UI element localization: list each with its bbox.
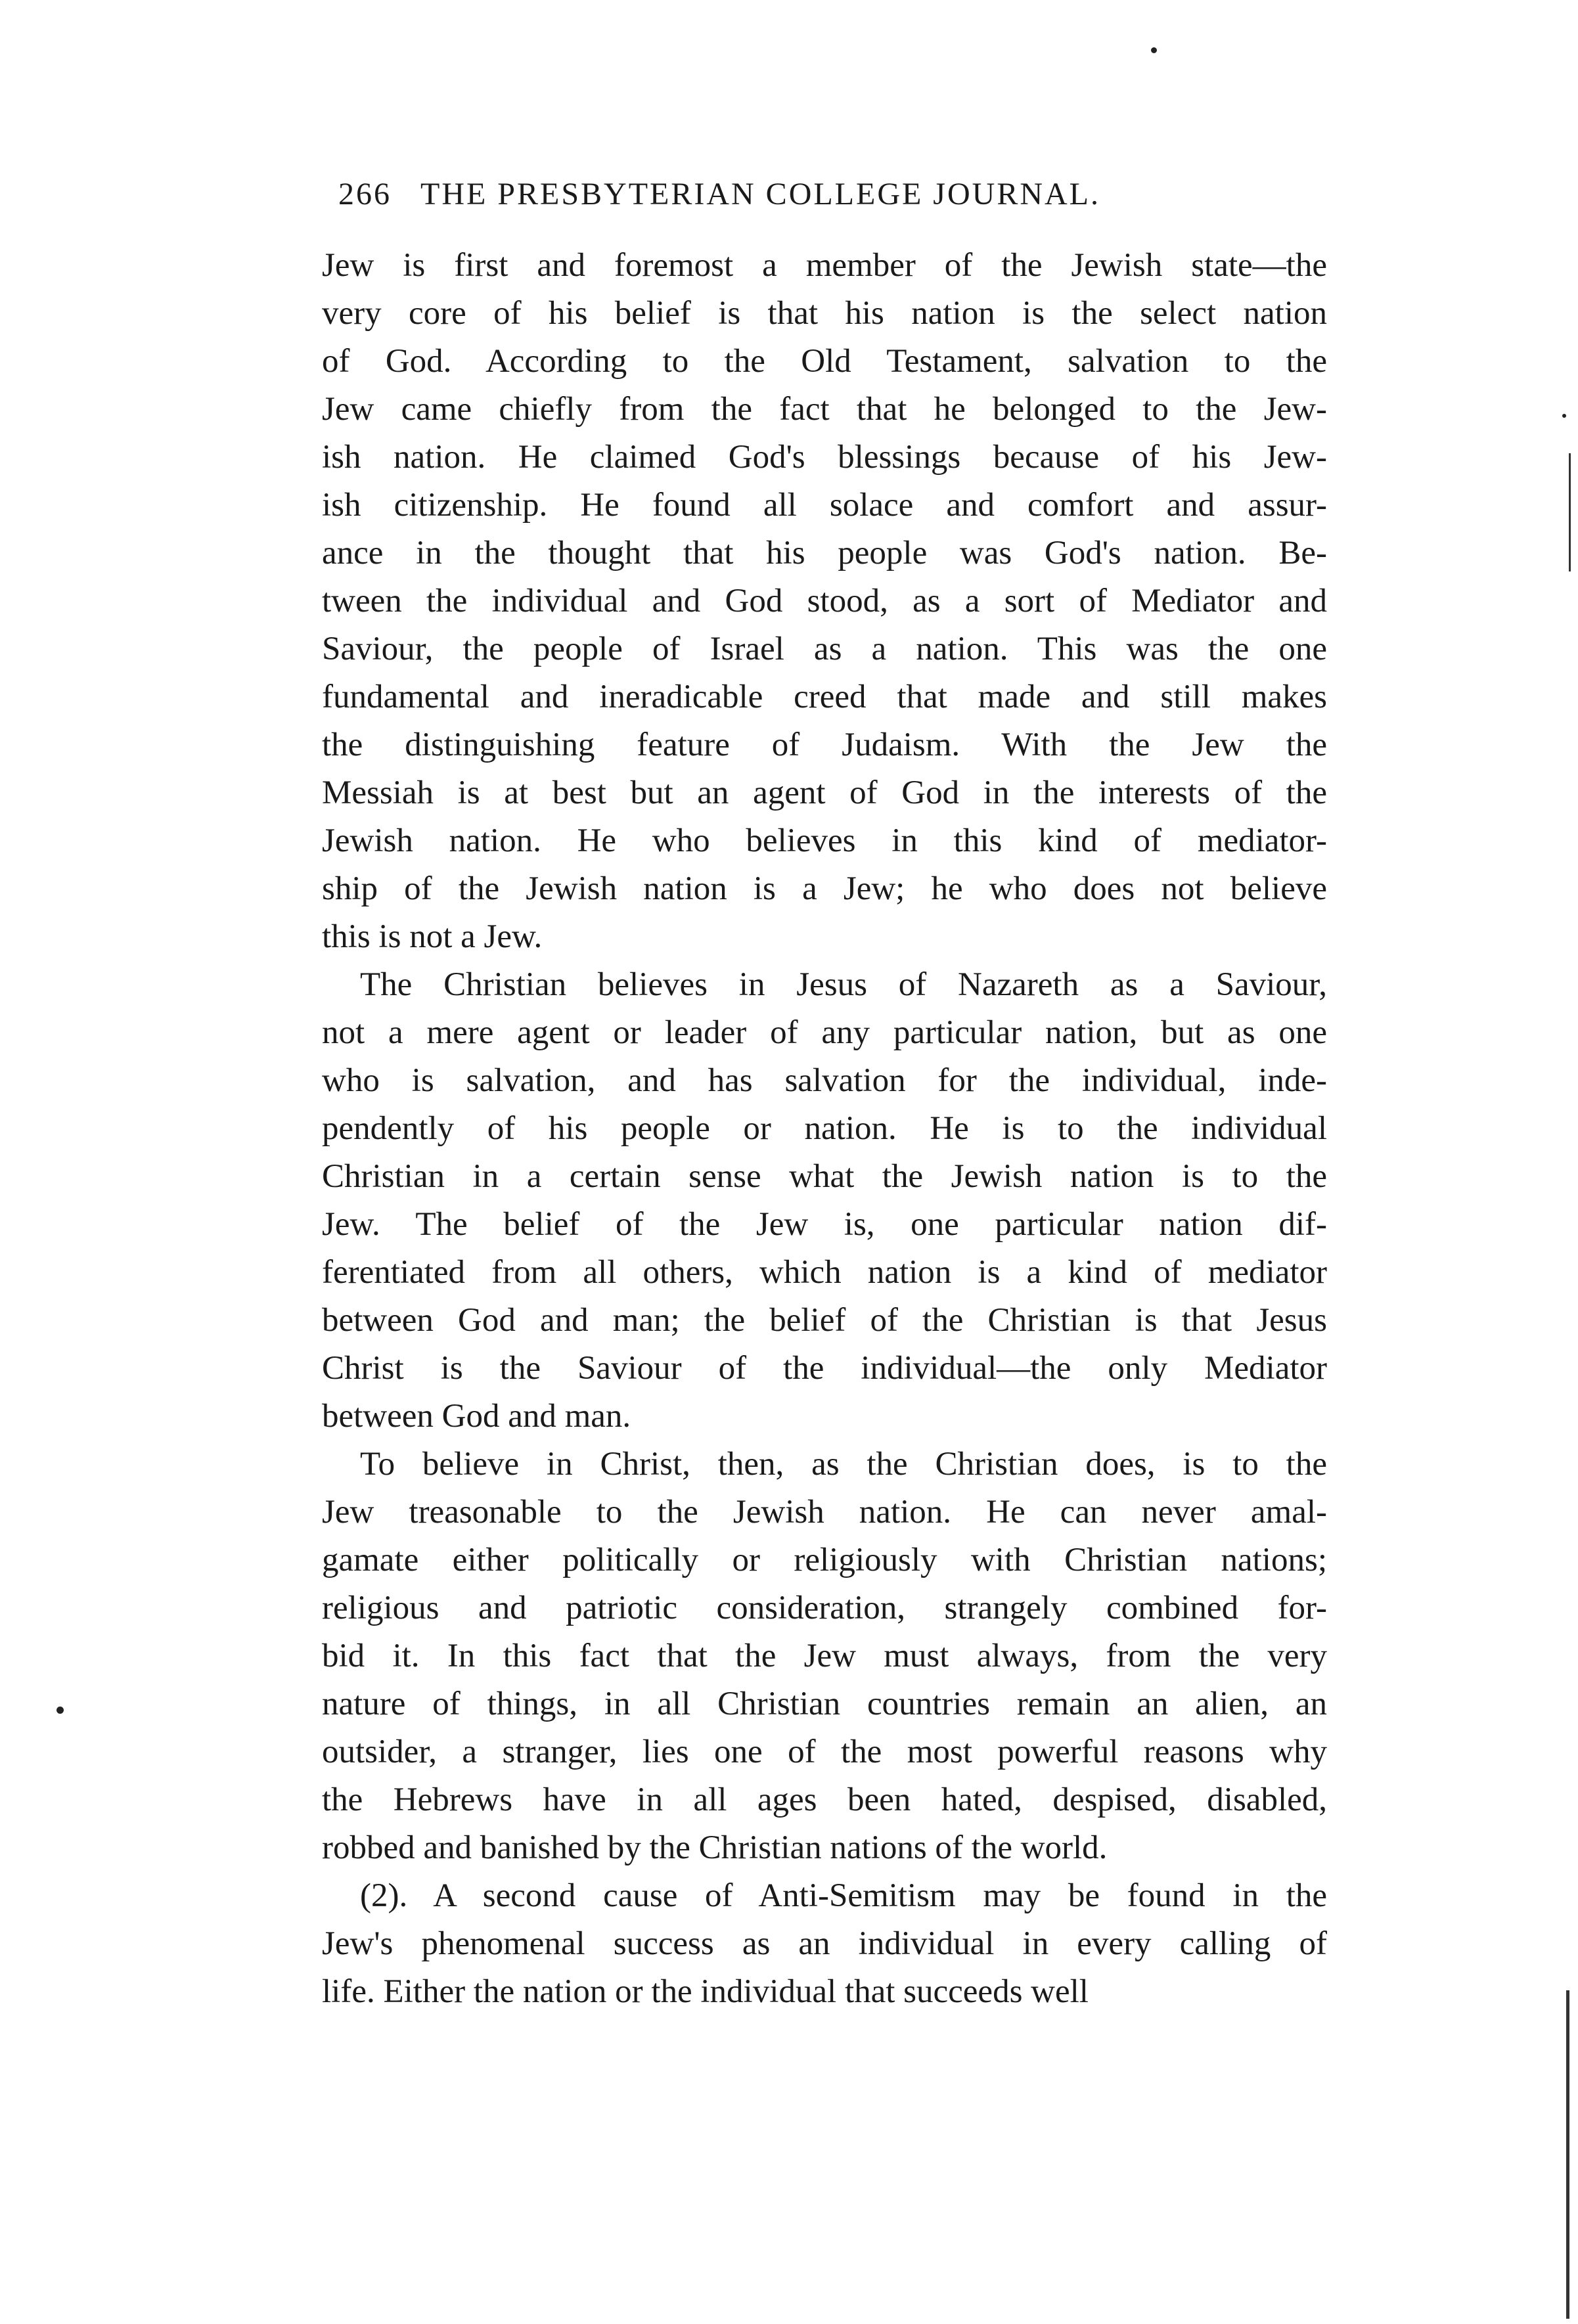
text-line: Jew. The belief of the Jew is, one particular nation dif- (322, 1206, 1327, 1243)
page-number: 266 (338, 177, 392, 212)
text-line: life. Either the nation or the individual that succeeds well (322, 1973, 1089, 2010)
scan-speck-right (1562, 414, 1566, 418)
text-line: robbed and banished by the Christian nations of the world. (322, 1829, 1108, 1866)
text-line: Christian in a certain sense what the Jewish nation is to the (322, 1158, 1327, 1195)
scan-speck-left (56, 1707, 64, 1714)
text-line: Messiah is at best but an agent of God in the interests of the (322, 774, 1327, 811)
paragraph (322, 961, 1327, 1441)
text-line: this is not a Jew. (322, 918, 543, 955)
text-line: the Hebrews have in all ages been hated, despised, disabled, (322, 1781, 1327, 1818)
text-line: ish citizenship. He found all solace and comfort and assur- (322, 487, 1327, 524)
text-line: Jew's phenomenal success as an individual in every calling of (322, 1925, 1327, 1962)
text-line: tween the individual and God stood, as a sort of Mediator and (322, 583, 1327, 619)
text-line: not a mere agent or leader of any particular nation, but as one (322, 1014, 1327, 1051)
text-line: ish nation. He claimed God's blessings because of his Jew- (322, 439, 1327, 476)
paragraph (322, 1441, 1327, 1872)
scan-edge-mark-upper (1569, 453, 1571, 571)
text-line: the distinguishing feature of Judaism. With the Jew the (322, 726, 1327, 763)
text-line: Christ is the Saviour of the individual—the only Mediator (322, 1350, 1327, 1387)
text-line: Jewish nation. He who believes in this kind of mediator- (322, 822, 1327, 859)
text-line: Jew is first and foremost a member of the Jewish state—the (322, 247, 1327, 284)
text-line: pendently of his people or nation. He is to the individual (322, 1110, 1327, 1147)
text-line: The Christian believes in Jesus of Nazareth as a Saviour, (360, 966, 1327, 1003)
text-line: between God and man. (322, 1398, 631, 1435)
text-line: who is salvation, and has salvation for the individual, inde- (322, 1062, 1327, 1099)
text-line: ferentiated from all others, which nation is a kind of mediator (322, 1254, 1327, 1291)
paragraph (322, 242, 1327, 961)
scan-edge-mark-lower (1566, 1990, 1569, 2319)
text-line: To believe in Christ, then, as the Christian does, is to the (360, 1446, 1327, 1483)
text-line: fundamental and ineradicable creed that made and still makes (322, 679, 1327, 715)
text-line: ship of the Jewish nation is a Jew; he who does not believe (322, 870, 1327, 907)
text-line: Jew came chiefly from the fact that he belonged to the Jew- (322, 391, 1327, 428)
text-line: nature of things, in all Christian countries remain an alien, an (322, 1686, 1327, 1722)
text-line: between God and man; the belief of the Christian is that Jesus (322, 1302, 1327, 1339)
text-line: (2). A second cause of Anti-Semitism may be found in the (360, 1877, 1327, 1914)
paragraph (322, 1872, 1327, 2016)
text-line: religious and patriotic consideration, strangely combined for- (322, 1590, 1327, 1626)
text-line: very core of his belief is that his nation is the select nation (322, 295, 1327, 332)
text-line: Saviour, the people of Israel as a nation. This was the one (322, 631, 1327, 667)
text-line: Jew treasonable to the Jewish nation. He can never amal- (322, 1494, 1327, 1531)
text-line: gamate either politically or religiously with Christian nations; (322, 1542, 1327, 1578)
body-text (322, 242, 1327, 2016)
running-header (338, 176, 1324, 222)
text-line: bid it. In this fact that the Jew must always, from the very (322, 1638, 1327, 1674)
text-line: outsider, a stranger, lies one of the most powerful reasons why (322, 1733, 1327, 1770)
text-line: of God. According to the Old Testament, salvation to the (322, 343, 1327, 380)
journal-title: THE PRESBYTERIAN COLLEGE JOURNAL. (420, 177, 1100, 212)
text-line: ance in the thought that his people was God's nation. Be- (322, 535, 1327, 571)
scan-speck-top (1151, 47, 1157, 53)
